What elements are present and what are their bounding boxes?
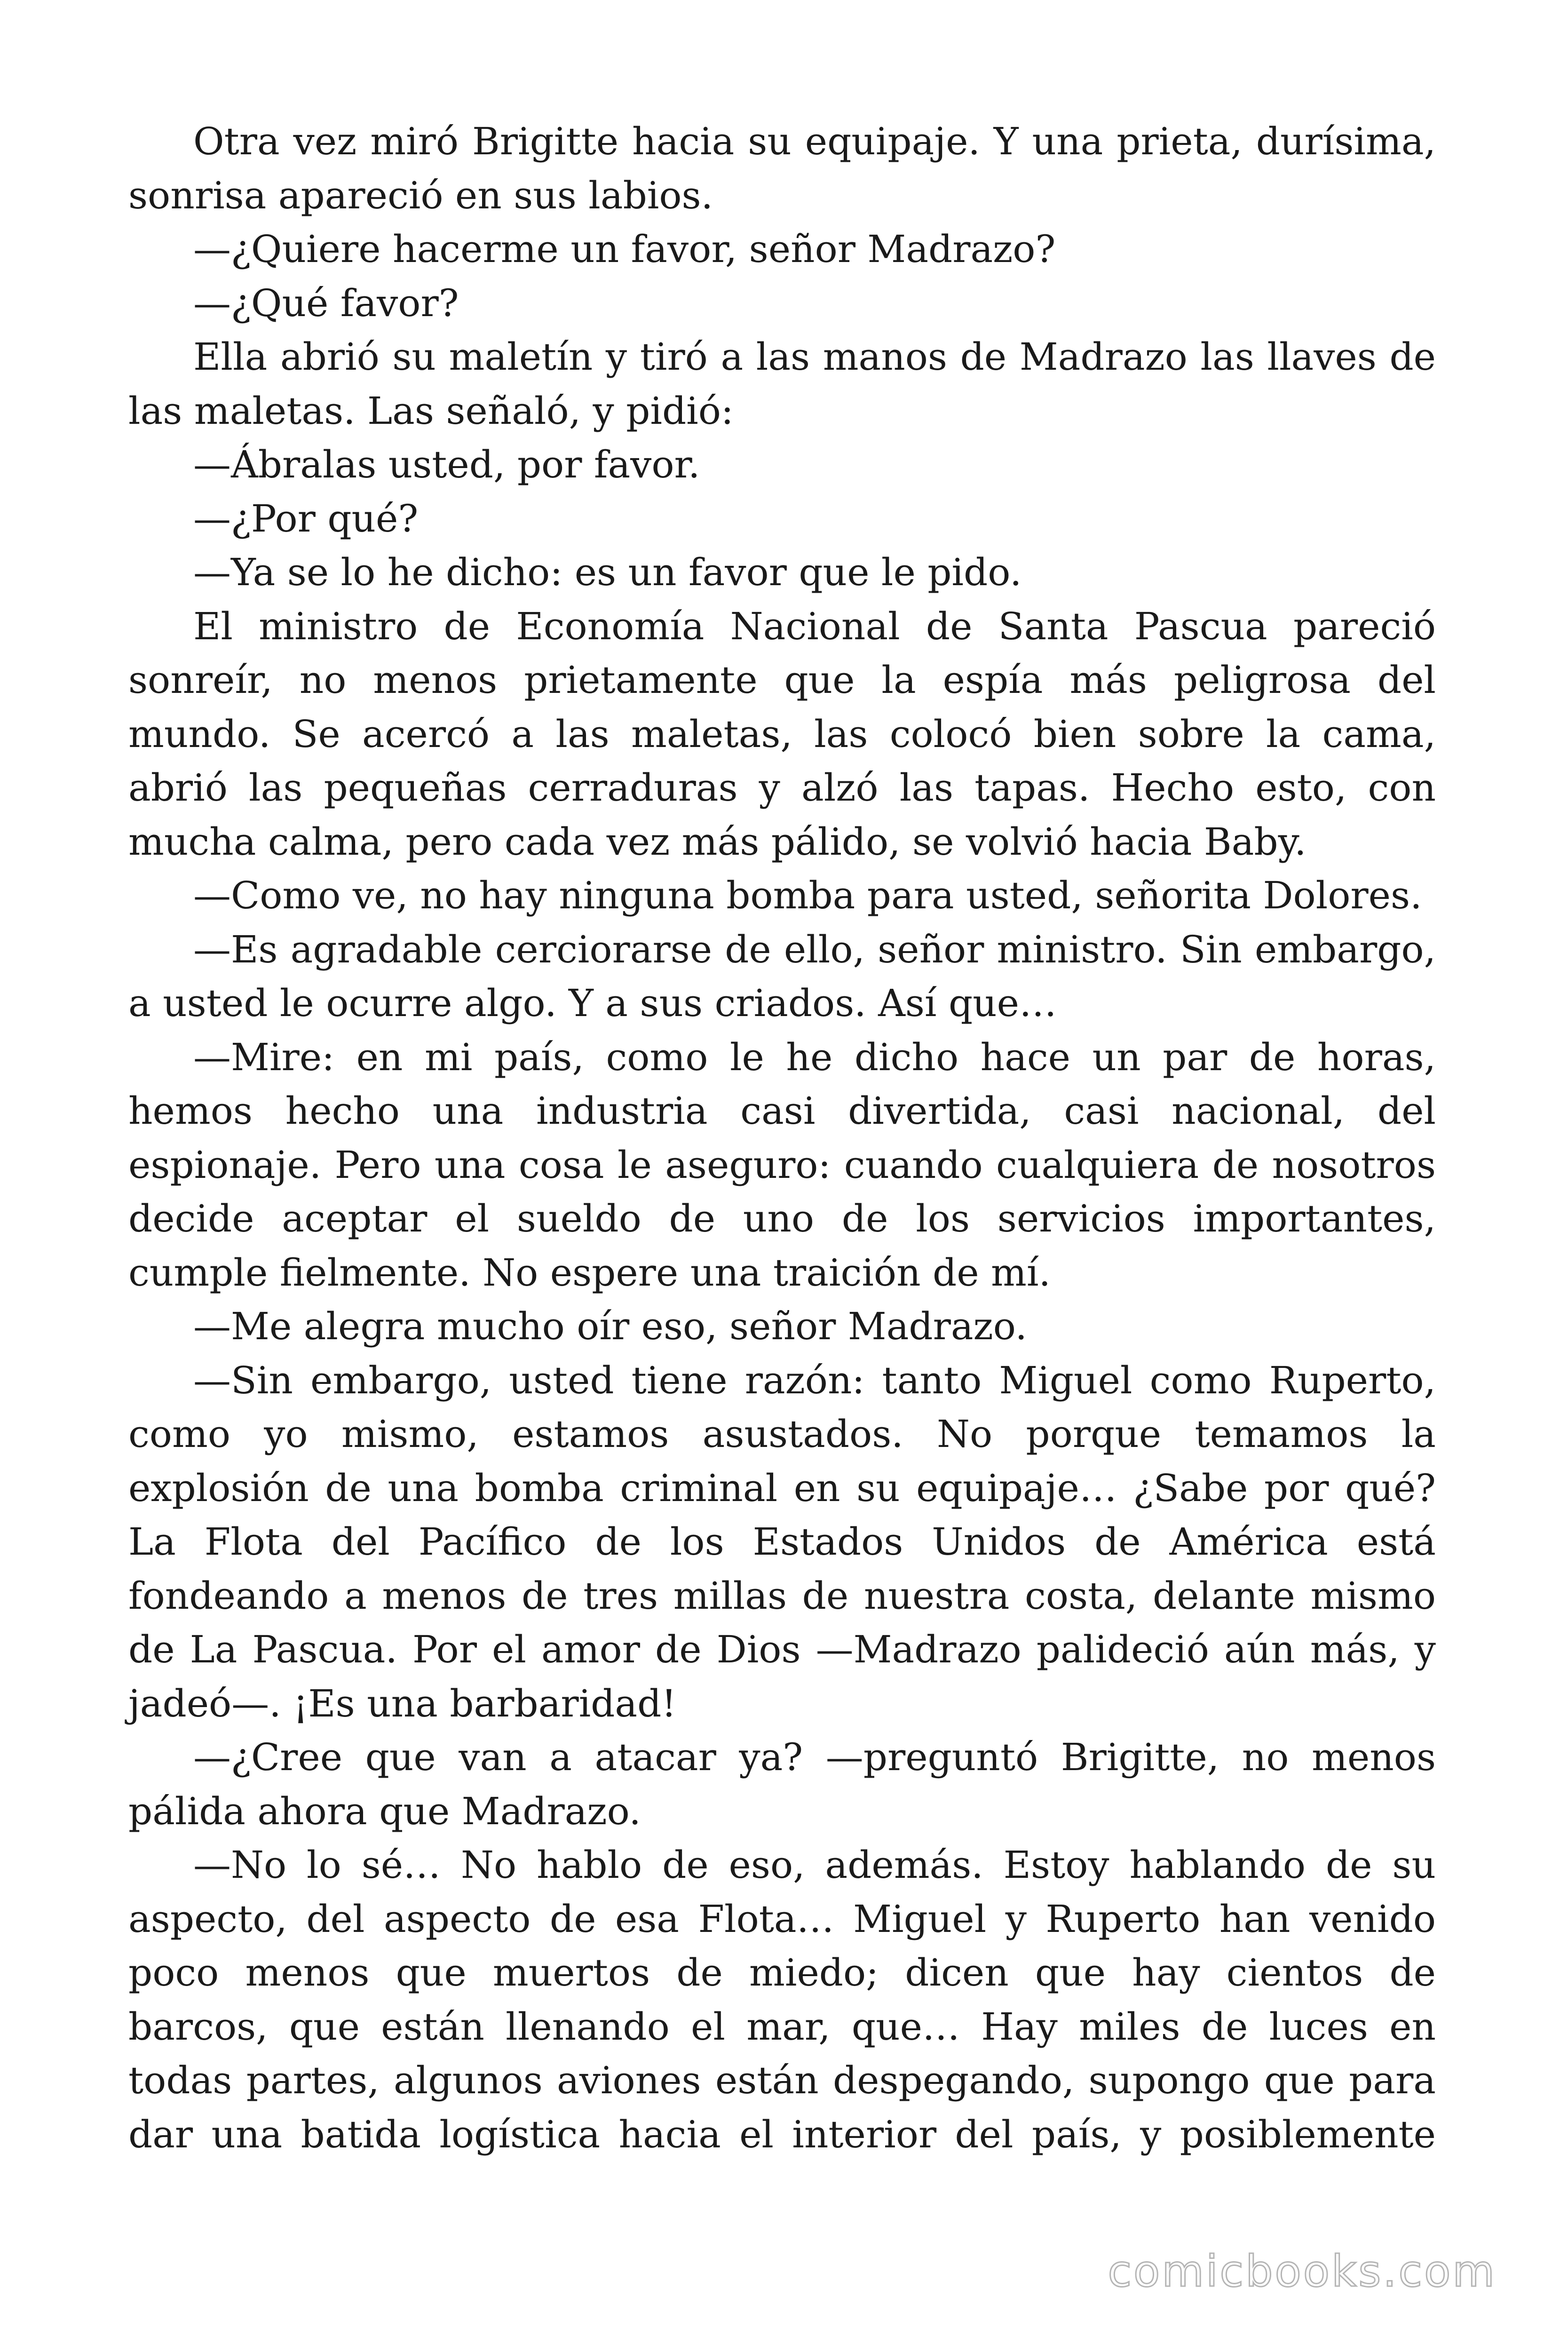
paragraph: —Mire: en mi país, como le he dicho hace un par de horas, hemos hecho una industria casi divertida, casi nacional, del espionaje. Pero una cosa le aseguro: cuando cualquiera de nosotros decide aceptar el sueldo de uno de los servicios importantes, cumple fielmente. No espere una traición de mí. bbox=[128, 1035, 1436, 1295]
paragraph: —Es agradable cerciorarse de ello, señor ministro. Sin embargo, a usted le ocurre algo. Y a sus criados. Así que… bbox=[128, 927, 1436, 1025]
paragraph: —Me alegra mucho oír eso, señor Madrazo. bbox=[193, 1304, 1027, 1348]
paragraph: Otra vez miró Brigitte hacia su equipaje. Y una prieta, durísima, sonrisa apareció en sus labios. bbox=[128, 119, 1436, 217]
paragraph: —¿Cree que van a atacar ya? —preguntó Brigitte, no menos pálida ahora que Madrazo. bbox=[128, 1735, 1436, 1833]
paragraph: El ministro de Economía Nacional de Santa Pascua pareció sonreír, no menos prietamente que la espía más peligrosa del mundo. Se acercó a las maletas, las colocó bien sobre la cama, abrió las pequeñas cerraduras y alzó las tapas. Hecho esto, con mucha calma, pero cada vez más pálido, se volvió hacia Baby. bbox=[128, 604, 1436, 864]
paragraph: Ella abrió su maletín y tiró a las manos de Madrazo las llaves de las maletas. Las señaló, y pidió: bbox=[128, 335, 1436, 433]
paragraph: —No lo sé… No hablo de eso, además. Estoy hablando de su aspecto, del aspecto de esa Flota… Miguel y Ruperto han venido poco menos que muertos de miedo; dicen que hay cientos de barcos, que están llenando el mar, que… Hay miles de luces en todas partes, algunos aviones están despegando, supongo que para dar una batida logística hacia el interior del país, y posiblemente bbox=[128, 1843, 1436, 2156]
paragraph: —Sin embargo, usted tiene razón: tanto Miguel como Ruperto, como yo mismo, estamos asustados. No porque temamos la explosión de una bomba criminal en su equipaje… ¿Sabe por qué? La Flota del Pacífico de los Estados Unidos de América está fondeando a menos de tres millas de nuestra costa, delante mismo de La Pascua. Por el amor de Dios —Madrazo palideció aún más, y jadeó—. ¡Es una barbaridad! bbox=[128, 1358, 1436, 1725]
book-page-text bbox=[128, 115, 1436, 2161]
paragraph: —¿Quiere hacerme un favor, señor Madrazo? bbox=[193, 227, 1056, 271]
paragraph: —Ya se lo he dicho: es un favor que le pido. bbox=[193, 550, 1022, 594]
paragraph: —Ábralas usted, por favor. bbox=[193, 443, 700, 486]
watermark: comicbooks.com bbox=[1108, 2246, 1497, 2296]
paragraph: —¿Qué favor? bbox=[193, 281, 459, 325]
paragraph: —¿Por qué? bbox=[193, 496, 419, 540]
paragraph: —Como ve, no hay ninguna bomba para usted, señorita Dolores. bbox=[193, 874, 1422, 917]
